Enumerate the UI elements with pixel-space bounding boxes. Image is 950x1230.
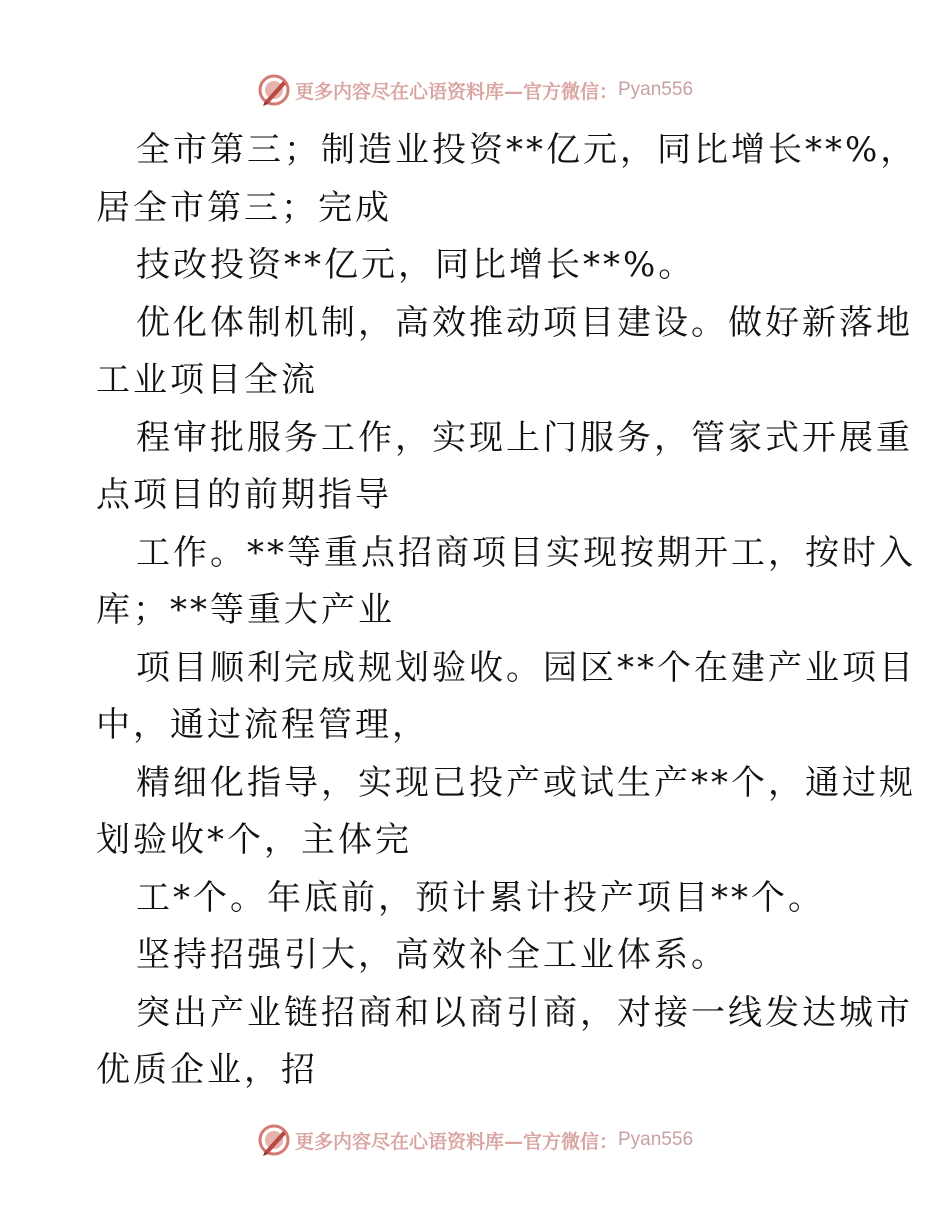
text-line: 工业项目全流	[96, 360, 318, 400]
text-line: 库；**等重大产业	[96, 590, 395, 630]
text-line: 工*个。年底前，预计累计投产项目**个。	[136, 877, 825, 918]
watermark-wechat-id: Pyan556	[618, 79, 694, 100]
document-body	[96, 122, 918, 1100]
pen-logo-icon	[257, 73, 291, 107]
text-line: 划验收*个，主体完	[96, 820, 412, 860]
pen-logo-icon	[257, 1123, 291, 1157]
text-line: 中，通过流程管理，	[96, 705, 429, 745]
text-line: 工作。**等重点招商项目实现按期开工，按时入	[136, 532, 916, 573]
text-line: 全市第三；制造业投资**亿元，同比增长**%，	[136, 130, 918, 170]
text-line: 优化体制机制，高效推动项目建设。做好新落地	[136, 302, 913, 343]
text-line: 居全市第三；完成	[96, 187, 392, 228]
text-line: 点项目的前期指导	[96, 475, 392, 515]
text-line: 优质企业，招	[96, 1050, 318, 1090]
footer-watermark	[0, 1120, 950, 1160]
header-watermark	[0, 70, 950, 110]
text-line: 精细化指导，实现已投产或试生产**个，通过规	[136, 762, 916, 803]
text-line: 突出产业链招商和以商引商，对接一线发达城市	[136, 992, 913, 1033]
watermark-text: 更多内容尽在心语资料库—官方微信：	[294, 1130, 618, 1153]
watermark-wechat-id: Pyan556	[618, 1129, 694, 1150]
text-line: 技改投资**亿元，同比增长**%。	[136, 245, 696, 285]
text-line: 项目顺利完成规划验收。园区**个在建产业项目	[136, 647, 916, 688]
watermark-text: 更多内容尽在心语资料库—官方微信：	[294, 80, 618, 103]
text-line: 坚持招强引大，高效补全工业体系。	[136, 935, 728, 975]
text-line: 程审批服务工作，实现上门服务，管家式开展重	[136, 417, 913, 458]
